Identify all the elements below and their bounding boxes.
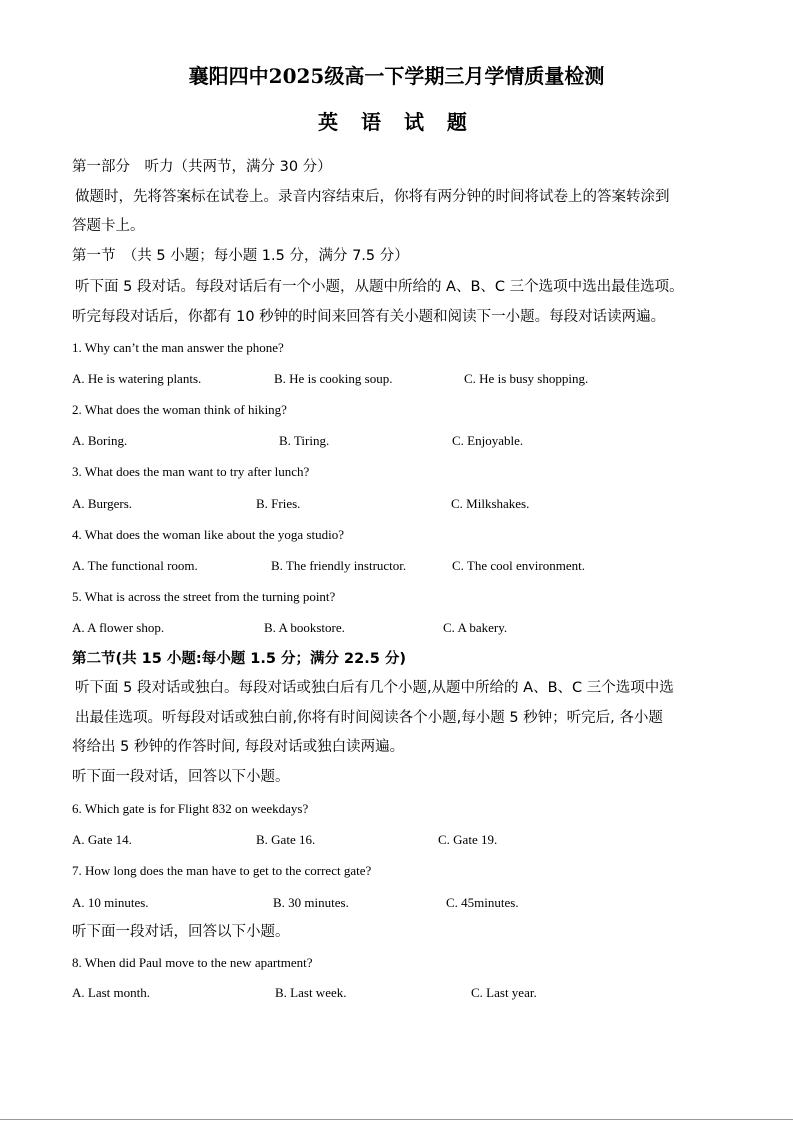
option-c: C. Enjoyable. [452,433,524,448]
option-a: A. He is watering plants. [72,371,202,386]
option-c: C. Gate 19. [438,832,498,847]
part1-instruction-line1: 做题时，先将答案标在试卷上。录音内容结束后，你将有两分钟的时间将试卷上的答案转涂到 [75,189,670,205]
option-a: A. A flower shop. [72,620,165,635]
question-1: 1. Why can’t the man answer the phone? [72,340,284,355]
option-b: B. 30 minutes. [273,895,349,910]
part1-instruction-line2: 答题卡上。 [72,218,145,234]
option-b: B. Gate 16. [256,832,316,847]
option-a: A. Last month. [72,985,150,1000]
option-c: C. Milkshakes. [451,496,530,511]
section2-heading: 第二节(共 15 小题:每小题 1.5 分；满分 22.5 分) [72,651,406,667]
option-b: B. A bookstore. [264,620,345,635]
question-5-options [72,619,732,637]
option-c: C. 45minutes. [446,895,519,910]
listen-prompt-2: 听下面一段对话，回答以下小题。 [72,924,290,940]
option-c: C. He is busy shopping. [464,371,589,386]
section2-instruction-line1: 听下面 5 段对话或独白。每段对话或独白后有几个小题,从题中所给的 A、B、C 三个选项中选 [75,680,674,696]
option-b: B. Last week. [275,985,347,1000]
section1-instruction-line2: 听完每段对话后，你都有 10 秒钟的时间来回答有关小题和阅读下一小题。每段对话读两遍。 [72,309,666,325]
page-bottom-divider [0,1119,793,1120]
section2-instruction-line3: 将给出 5 秒钟的作答时间, 每段对话或独白读两遍。 [72,739,405,755]
question-7: 7. How long does the man have to get to the correct gate? [72,863,372,878]
question-8-options [72,984,732,1002]
option-b: B. The friendly instructor. [271,558,407,573]
question-1-options [72,370,732,388]
exam-subtitle: 英 语 试 题 [318,110,475,134]
exam-title: 襄阳四中2025级高一下学期三月学情质量检测 [188,64,605,88]
option-b: B. Tiring. [279,433,330,448]
option-a: A. The functional room. [72,558,198,573]
question-8: 8. When did Paul move to the new apartment? [72,955,313,970]
option-a: A. 10 minutes. [72,895,149,910]
option-b: B. He is cooking soup. [274,371,393,386]
question-2: 2. What does the woman think of hiking? [72,402,287,417]
question-4: 4. What does the woman like about the yoga studio? [72,527,344,542]
listen-prompt-1: 听下面一段对话，回答以下小题。 [72,769,290,785]
question-6: 6. Which gate is for Flight 832 on weekdays? [72,801,309,816]
question-3-options [72,495,732,513]
question-5: 5. What is across the street from the turning point? [72,589,336,604]
option-c: C. Last year. [471,985,537,1000]
part1-heading: 第一部分 听力（共两节，满分 30 分） [72,159,332,175]
question-2-options [72,432,732,450]
option-a: A. Gate 14. [72,832,132,847]
question-3: 3. What does the man want to try after lunch? [72,464,310,479]
question-6-options [72,831,732,849]
option-c: C. The cool environment. [452,558,585,573]
option-b: B. Fries. [256,496,301,511]
question-4-options [72,557,732,575]
section2-instruction-line2: 出最佳选项。听每段对话或独白前,你将有时间阅读各个小题,每小题 5 秒钟；听完后, 各小题 [75,710,663,726]
option-c: C. A bakery. [443,620,508,635]
section1-instruction-line1: 听下面 5 段对话。每段对话后有一个小题，从题中所给的 A、B、C 三个选项中选出最佳选项。 [75,279,684,295]
option-a: A. Boring. [72,433,128,448]
question-7-options [72,894,732,912]
option-a: A. Burgers. [72,496,133,511]
section1-heading: 第一节 （共 5 小题；每小题 1.5 分，满分 7.5 分） [72,248,409,264]
